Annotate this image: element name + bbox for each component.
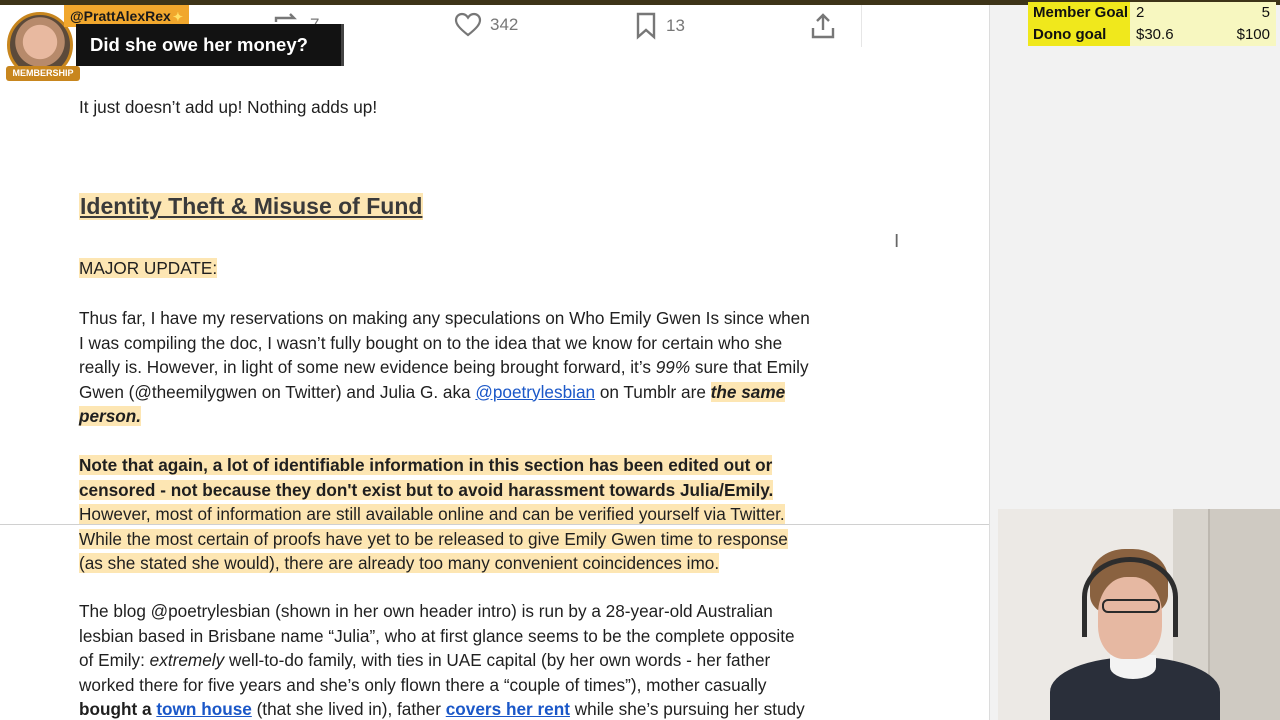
p1-line [79,355,810,380]
p1-line: I was compiling the doc, I wasn’t fully bought on to the idea that we know for certain who she [79,332,783,353]
dono-goal-row [1028,24,1276,46]
goal-target: 5 [1196,2,1276,24]
bookmark-count: 13 [666,16,685,35]
p1-text: on Tumblr are [595,381,711,402]
covers-rent-link[interactable]: covers her rent [445,699,570,719]
member-star-icon: ✦ [172,10,183,24]
p1-line: Thus far, I have my reservations on making any speculations on Who Emily Gwen Is since when [79,308,810,328]
intro-line: It just doesn’t add up! Nothing adds up! [79,97,378,117]
p2-text: censored - not because they don't exist but to avoid harassment towards Julia/Emily. [79,479,774,500]
p2-text: (as she stated she would), there are already too many convenient coincidences imo. [79,553,720,573]
bookmark-icon [634,12,658,40]
headset-icon [1082,557,1178,637]
p2-text: Note that again, a lot of identifiable information in this section has been edited out or [79,455,773,475]
p1-line [79,380,810,405]
p1-text: Gwen (@theemilygwen on Twitter) and Julia G. aka [79,381,476,402]
p3-bold: bought a [79,699,157,719]
p3-text: of Emily: [79,650,150,670]
p3-line: The blog @poetrylesbian (shown in her own header intro) is run by a 28-year-old Australian [79,601,773,621]
page-break-line [0,524,989,525]
p3-italic: extremely [149,650,225,670]
p2-line [79,527,788,552]
p3-text: while she’s pursuing her study [569,699,805,719]
heart-icon [454,12,482,38]
like-count: 342 [490,15,519,34]
bookmark-button[interactable] [634,12,685,40]
like-button[interactable] [454,12,518,38]
goal-current: $30.6 [1130,24,1196,46]
goal-label: Member Goal [1028,2,1130,24]
member-goal-row [1028,2,1276,24]
chat-username-text: @PrattAlexRex [70,8,171,24]
webcam-feed [998,509,1280,720]
p3-line: lesbian based in Brisbane name “Julia”, who at first glance seems to be the complete opposite [79,625,795,646]
goal-current: 2 [1130,2,1196,24]
p3-line [79,697,805,720]
p1-emphasis: the same [710,381,786,402]
p2-line [79,478,788,503]
paragraph-2 [79,453,788,576]
p3-line [79,648,805,673]
p2-line [79,551,788,576]
update-label [79,256,217,281]
p1-text: sure that Emily [690,357,809,377]
share-button[interactable] [810,12,836,40]
section-heading[interactable]: Identity Theft & Misuse of Fund [80,193,423,219]
update-label-text: MAJOR UPDATE: [79,258,218,278]
goals-widget [1028,2,1276,46]
p2-line [79,453,788,478]
share-icon [810,12,836,40]
p2-text: However, most of information are still available online and can be verified yourself via Twitter. [79,504,785,524]
paragraph-1 [79,306,810,429]
p2-line [79,502,788,527]
text-cursor-icon: Ι [894,231,900,252]
p3-text: well-to-do family, with ties in UAE capital (by her own words - her father [224,650,771,670]
p3-line: worked there for five years and she’s only flown there a “couple of times”), mother casually [79,674,767,695]
goal-target: $100 [1196,24,1276,46]
p3-text: (that she lived in), father [251,699,446,719]
p1-text: really is. However, in light of some new evidence being brought forward, it’s [79,357,656,377]
chat-message: Did she owe her money? [76,24,344,66]
p1-percent: 99% [655,357,691,377]
town-house-link[interactable]: town house [156,699,252,719]
paragraph-3 [79,599,805,720]
p1-line [79,404,810,429]
p2-text: While the most certain of proofs have yet to be released to give Emily Gwen time to response [79,528,788,549]
membership-badge: MEMBERSHIP [6,66,80,81]
p1-emphasis: person. [79,406,142,426]
goal-label: Dono goal [1028,24,1130,46]
poetrylesbian-link[interactable]: @poetrylesbian [475,381,596,402]
